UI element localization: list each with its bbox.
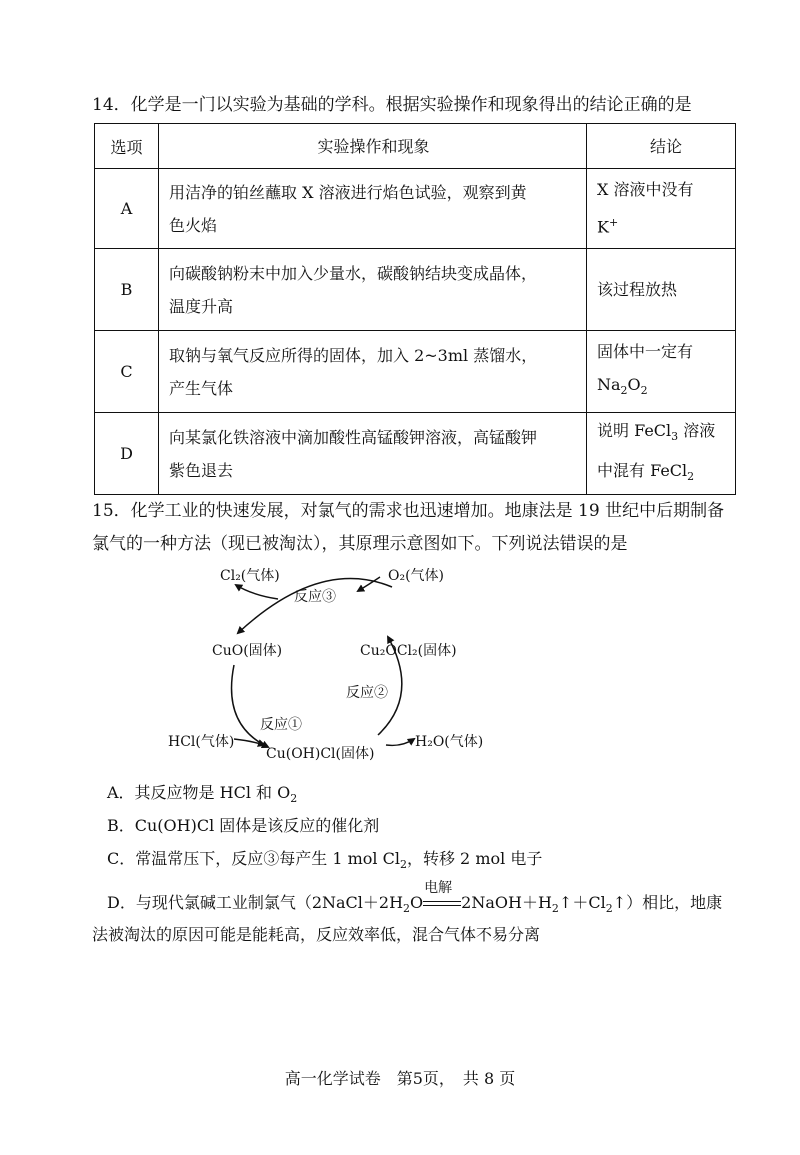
operation-cell: 向某氯化铁溶液中滴加酸性高锰酸钾溶液，高锰酸钾 紫色退去 bbox=[159, 413, 587, 495]
conclusion-cell: X 溶液中没有 K+ bbox=[587, 169, 736, 249]
header-conclusion: 结论 bbox=[587, 124, 736, 169]
arc-cuo-to-cuohcl bbox=[232, 665, 268, 747]
label-cl2: Cl₂(气体) bbox=[220, 568, 280, 584]
label-reaction-2: 反应② bbox=[346, 685, 388, 701]
table-row-c bbox=[95, 331, 736, 413]
page-footer: 高一化学试卷 第5页， 共 8 页 bbox=[284, 1069, 516, 1088]
choice-b: B．Cu(OH)Cl 固体是该反应的催化剂 bbox=[107, 816, 380, 835]
table-row-d bbox=[95, 413, 736, 495]
option-label: D bbox=[95, 413, 159, 495]
label-cu2ocl2: Cu₂OCl₂(固体) bbox=[360, 643, 457, 659]
arc-reaction-3 bbox=[238, 579, 392, 633]
label-h2o: H₂O(气体) bbox=[415, 734, 484, 750]
header-option: 选项 bbox=[95, 124, 159, 169]
label-o2: O₂(气体) bbox=[388, 568, 445, 584]
choice-c: C．常温常压下，反应③每产生 1 mol $Cl_2$，转移 2 mol 电子 bbox=[107, 849, 543, 872]
experiment-table bbox=[94, 123, 736, 495]
arrow-cl2-out bbox=[236, 585, 278, 599]
operation-cell: 取钠与氧气反应所得的固体，加入 2~3ml 蒸馏水， 产生气体 bbox=[159, 331, 587, 413]
label-cuo: CuO(固体) bbox=[212, 643, 283, 659]
choice-d-line-2: 法被淘汰的原因可能是能耗高，反应效率低，混合气体不易分离 bbox=[92, 925, 541, 944]
header-operation: 实验操作和现象 bbox=[159, 124, 587, 169]
conclusion-cell: 该过程放热 bbox=[587, 249, 736, 331]
table-row-a bbox=[95, 169, 736, 249]
choice-a: A．其反应物是 HCl 和 $O_2$ bbox=[107, 783, 298, 806]
question-15-line-2: 氯气的一种方法（现已被淘汰），其原理示意图如下。下列说法错误的是 bbox=[92, 534, 628, 554]
operation-cell: 向碳酸钠粉末中加入少量水，碳酸钠结块变成晶体， 温度升高 bbox=[159, 249, 587, 331]
label-reaction-3: 反应③ bbox=[294, 589, 336, 605]
electrolysis-equals-sign: 电解 bbox=[423, 896, 461, 912]
option-label: C bbox=[95, 331, 159, 413]
table-header-row bbox=[95, 124, 736, 169]
label-hcl: HCl(气体) bbox=[168, 734, 235, 750]
deacon-cycle-diagram bbox=[160, 555, 520, 770]
question-14-title: 14．化学是一门以实验为基础的学科。根据实验操作和现象得出的结论正确的是 bbox=[92, 95, 692, 115]
option-label: A bbox=[95, 169, 159, 249]
label-reaction-1: 反应① bbox=[260, 717, 302, 733]
conclusion-cell: 固体中一定有 $Na_2O_2$ bbox=[587, 331, 736, 413]
operation-cell: 用洁净的铂丝蘸取 X 溶液进行焰色试验，观察到黄 色火焰 bbox=[159, 169, 587, 249]
choice-d-line-1: D．与现代氯碱工业制氯气（$2NaCl+2H_2O$ 电解 $2NaOH+H_2↑+Cl_2↑$）相比，地康 bbox=[107, 879, 723, 916]
label-cuohcl: Cu(OH)Cl(固体) bbox=[266, 746, 375, 762]
conclusion-cell: 说明 FeCl$_3$ 溶液 中混有 FeCl$_2$ bbox=[587, 413, 736, 495]
arrow-h2o-out bbox=[386, 739, 414, 745]
table-row-b bbox=[95, 249, 736, 331]
question-15-line-1: 15．化学工业的快速发展，对氯气的需求也迅速增加。地康法是 19 世纪中后期制备 bbox=[92, 501, 725, 521]
option-label: B bbox=[95, 249, 159, 331]
